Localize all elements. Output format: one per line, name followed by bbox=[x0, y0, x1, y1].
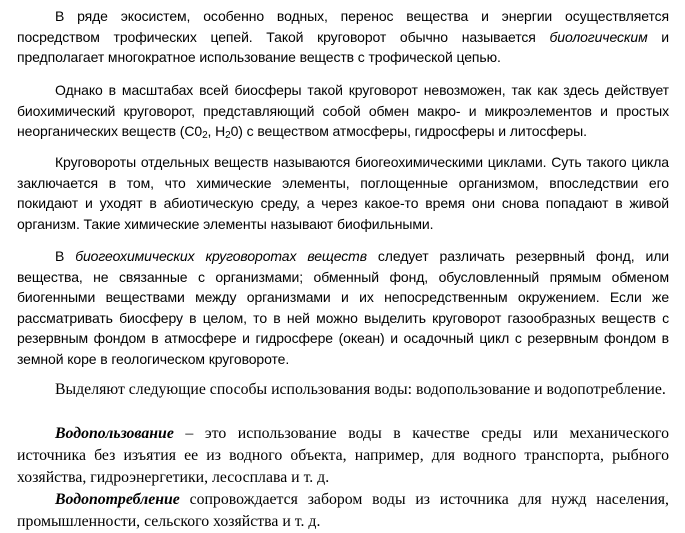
bold-italic-term: Водопотребление bbox=[55, 491, 180, 508]
paragraph-water-use bbox=[17, 423, 669, 489]
text: Однако в масштабах всей биосферы такой круговорот невозможен, так как здесь действует биохимический круговорот, представляющий собой обмен макро- и микроэлементов и простых неорганических веществ (С0 bbox=[17, 82, 669, 139]
paragraph-reserve-fund bbox=[17, 246, 669, 369]
text: следует различать резервный фонд, или вещества, не связанные с организмами; обменный фонд, обусловленный прямым обменом биогенными веществами между организмами и их непосредственным окружением. Если же рассматривать биосферу в целом, то в ней можно выделить круговорот газообразных веществ с резервным фондом в атмосфере и гидросфере (океан) и осадочный цикл с резервным фондом в земной коре в геологическом круговороте. bbox=[17, 248, 669, 367]
text: В bbox=[55, 248, 76, 264]
paragraph-water-use-methods: Выделяют следующие способы использования воды: водопользование и водопотребление. bbox=[55, 381, 666, 398]
paragraph-biological-cycle bbox=[17, 6, 669, 68]
subscript: 2 bbox=[225, 130, 231, 141]
text: сопровождается забором воды из источника для нужд населения, промышленности, сельского хозяйства и т. д. bbox=[17, 491, 669, 530]
paragraph-biogeochemical-cycles: Круговороты отдельных веществ называются биогеохимическими циклами. Суть такого цикла заключается в том, что химические элементы, поглощенные организмом, впоследствии его покидают и уходят в абиотическую среду, а через какое-то время они снова попадают в живой организм. Такие химические элементы называют биофильными. bbox=[17, 154, 669, 232]
italic-term: биогеохимических круговоротах веществ bbox=[75, 248, 367, 264]
text: В ряде экосистем, особенно водных, перенос вещества и энергии осуществляется посредством трофических цепей. Такой круговорот обычно называется bbox=[17, 8, 669, 45]
subscript: 2 bbox=[202, 130, 208, 141]
italic-term: биологическим bbox=[549, 28, 648, 45]
paragraph-biochemical-cycle bbox=[17, 80, 669, 142]
text: и предполагает многократное использование веществ с трофической цепью. bbox=[17, 28, 670, 65]
paragraph-water-consumption bbox=[17, 489, 669, 533]
text: , Н bbox=[207, 123, 226, 139]
bold-italic-term: Водопользование bbox=[55, 425, 174, 442]
text: 0) с веществом атмосферы, гидросферы и литосферы. bbox=[230, 123, 587, 139]
text: – это использование воды в качестве среды или механического источника без изъятия ее из водного объекта, например, для водного транспорта, рыбного хозяйства, гидроэнергетики, лесосплава и т. д. bbox=[17, 425, 669, 486]
